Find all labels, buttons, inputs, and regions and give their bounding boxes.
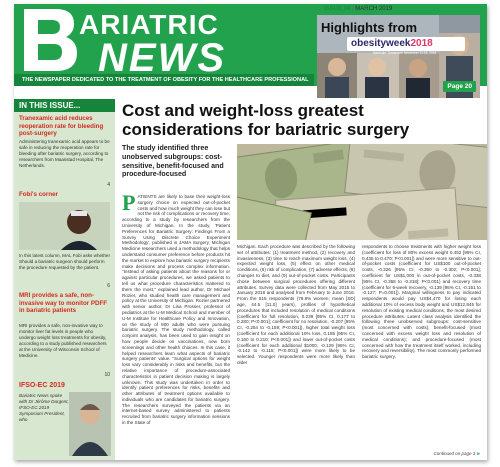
sidebar-item-mri-text: MRI provides a safe, non-invasive way to monitor liver fat levels in people who undergo weight loss treatments for obesity, according to a study published researchers at the University of Wisconsin School of Medicine.: [19, 323, 107, 358]
article-column-1: [122, 194, 230, 456]
in-this-issue-header: IN THIS ISSUE...: [14, 99, 115, 112]
sidebar-item-mri-headline[interactable]: MRI provides a safe, non-invasive way to monitor PDFF in bariatric patients: [19, 292, 108, 314]
continued-on-page-link[interactable]: [433, 451, 481, 456]
obesityweek-year: 2018: [410, 38, 433, 49]
article-headline: Cost and weight-loss greatest considerations for bariatric surgery: [122, 101, 410, 139]
in-this-issue-sidebar: [14, 99, 115, 460]
svg-text:ARIATRIC: ARIATRIC: [79, 9, 219, 40]
obesityweek-name: obesityweek: [351, 38, 411, 49]
sidebar-item-fobi-text: In this latest column, MAL Fobi asks whether Should a bariatric surgeon should perform the procedure requested by the patient.: [19, 253, 110, 270]
article-standfirst: The study identified three unobserved subgroups: cost-sensitive, benefit-focused and procedure-focused: [122, 144, 224, 179]
svg-text:NEWS: NEWS: [98, 36, 226, 73]
highlights-box: [317, 15, 480, 98]
newspaper-page: [14, 4, 487, 460]
sidebar-item-tranexamic-headline[interactable]: Tranexamic acid reduces reoperation rate for bleeding post-surgery: [19, 115, 104, 137]
fobi-portrait-photo: [19, 202, 110, 250]
banknotes-photo: [237, 144, 487, 240]
article-column-3: [362, 244, 481, 447]
continued-arrow-icon: ►: [476, 451, 481, 456]
article-dropcap: P: [122, 194, 136, 215]
sidebar-item-tranexamic-text: Administering tranexamic acid appears to be safe in reducing the reoperation rate for bleeding after bariatric surgery, according to researchers from Maasstad Hospital, The Netherlands.: [19, 139, 110, 168]
obesityweek-badge: [347, 37, 465, 51]
masthead-tagline: THE NEWSPAPER DEDICATED TO THE TREATMENT OF OBESITY FOR THE HEALTHCARE PROFESSIONAL: [14, 74, 314, 86]
issue-separator: |: [352, 6, 354, 12]
article-column-3-text: respondents to choose treatments with higher weight loss (coefficient for loss of 80% excess weight 0.452 [95% CI, 0.435 to 0.470; P<0.001]) and were more sensitive to out-of-pocket costs (coefficient for US$100 out-of-pocket costs, -0.326 [95% CI, -0.350 to -0.302; P<0.001]; coefficient for US$1,000 in out-of-pocket costs, -0.338 [95% CI, -0.358 to -0.318]; P<0.001) and recovery time (coefficient for 6-week recovery, -0.139 [95% CI, -0.151 to -0.127; P=0.001]). Marginal willingness to pay indicated respondents would pay US$4,470 for losing each additional 10% of excess body weight and US$12,845 for resolution of existing medical conditions, the most desired procedure attributes. Latent class analysis identified the following three unobserved subgroups: cost-sensitive (most concerned with costs); benefit-focused (most concerned with excess weight loss and resolution of medical conditions); and procedure-focused (most concerned with how the treatment itself worked, including recovery and reversibility). The most commonly performed bariatric surgery,: [362, 244, 481, 360]
obesityweek-subtitle: Nashville, Tennessee November 11-15, 2018: [373, 51, 437, 55]
sidebar-item-ifso-text: Bariatric News spoke with Dr Jérôme Dargent, IFSO-EC 2019 Symposium President, who: [19, 393, 69, 422]
article-column-2-text: Michigan. Each procedure was described by the following set of attributes: (1) treatment method, (2) recovery and invasiveness, (3) time to reach maximum weight loss, (4) expected weight loss, (5) effect on other medical conditions, (6) risk of complication, (7) adverse effects, (8) changes to diet, and (9) out-of-pocket costs. Participants chose between surgical procedures offering different attributes. Survey data were collected from May 2015 to January 2016 and analysed from February to June 2016. From the 815 respondents (79.9% women; mean [SD] age, 44.5 [11.0] years), profiles of hypothetical procedures that included resolution of medical conditions (coefficient for full resolution, 0.239 [95% CI, 0.177 to 0.280; P<0.001]; coefficient for no resolution, -0.207 [95% CI, -0.254 to -0.159; P<0.001]), higher total weight loss (coefficient for each additional 10% loss, 0.185 [95% CI, 0.160 to 0.210; P<0.001]) and lower out-of-pocket costs (coefficient for each additional $1000, -0.129 [95% CI, -0.142 to -0.115; P<0.001]) were more likely to be selected. Younger respondents were more likely than older: [237, 244, 355, 365]
obesityweek-wordmark: [351, 38, 433, 49]
article-column-1-text: ATIENTS are likely to base their weight-loss surgery choice on expected out-of-pocket costs and how much weight they can lose but not the risk of complications or recovery time, according to a study by researchers from the University of Michigan. In the study, 'Patient Preferences for Bariatric Surgery: Findings From a Survey Using Discrete Choice Experiment Methodology', published in JAMA Surgery, Michigan Medicine researchers used a methodology that helps understand consumer preference before products hit the market to explore how bariatric surgery recipients make decisions and process complex information. "Instead of asking patients about the reasons for or against particular procedures, we asked patients to tell us what procedure characteristics mattered to them the most," explained lead author, Dr Michael Rozier, who studied health care management and policy at the University of Michigan. Rozier partnered with senior author, Dr Lisa Prosser, professor of pediatrics at the U-M Medical School and member of U-M Institute for Healthcare Policy and Innovation, on the study of 800 adults who were pursuing bariatric surgery. The study methodology, called conjoint analysis, has been used to gain insight on how people decide on vaccinations, new born screenings and other health choices. In this case, it helped researchers learn what aspects of bariatric surgery patients' value. "Surgical options for weight loss vary considerably in risks and benefits, but the relative importance of procedure-associated characteristics in patient decision making is largely unknown. This study was undertaken in order to identify patient preferences for risks, benefits and other attributes of treatment options available to individuals who are candidates for bariatric surgery. The researchers surveyed the patients via an internet-based survey administered to patients recruited from bariatric surgery information sessions in the State of: [122, 194, 230, 426]
sidebar-item-tranexamic-page[interactable]: 4: [107, 182, 110, 188]
sidebar-item-fobi-headline[interactable]: Fobi's corner: [19, 191, 58, 198]
sidebar-item-mri-page[interactable]: 10: [104, 372, 110, 378]
issue-date: MARCH 2019: [355, 6, 393, 12]
highlights-page-ref[interactable]: Page 20: [443, 81, 476, 92]
highlights-title: Highlights from: [321, 20, 418, 35]
sidebar-item-ifso-headline[interactable]: IFSO-EC 2019: [19, 382, 65, 389]
continued-text: Continued on page 3: [433, 451, 476, 456]
issue-line: [324, 6, 392, 12]
bariatric-news-logo: [22, 7, 312, 73]
issue-number: ISSUE 39: [324, 6, 351, 12]
sidebar-item-fobi-page[interactable]: 6: [107, 283, 110, 289]
dargent-portrait-photo: [69, 392, 111, 456]
article-column-2: [237, 244, 355, 456]
